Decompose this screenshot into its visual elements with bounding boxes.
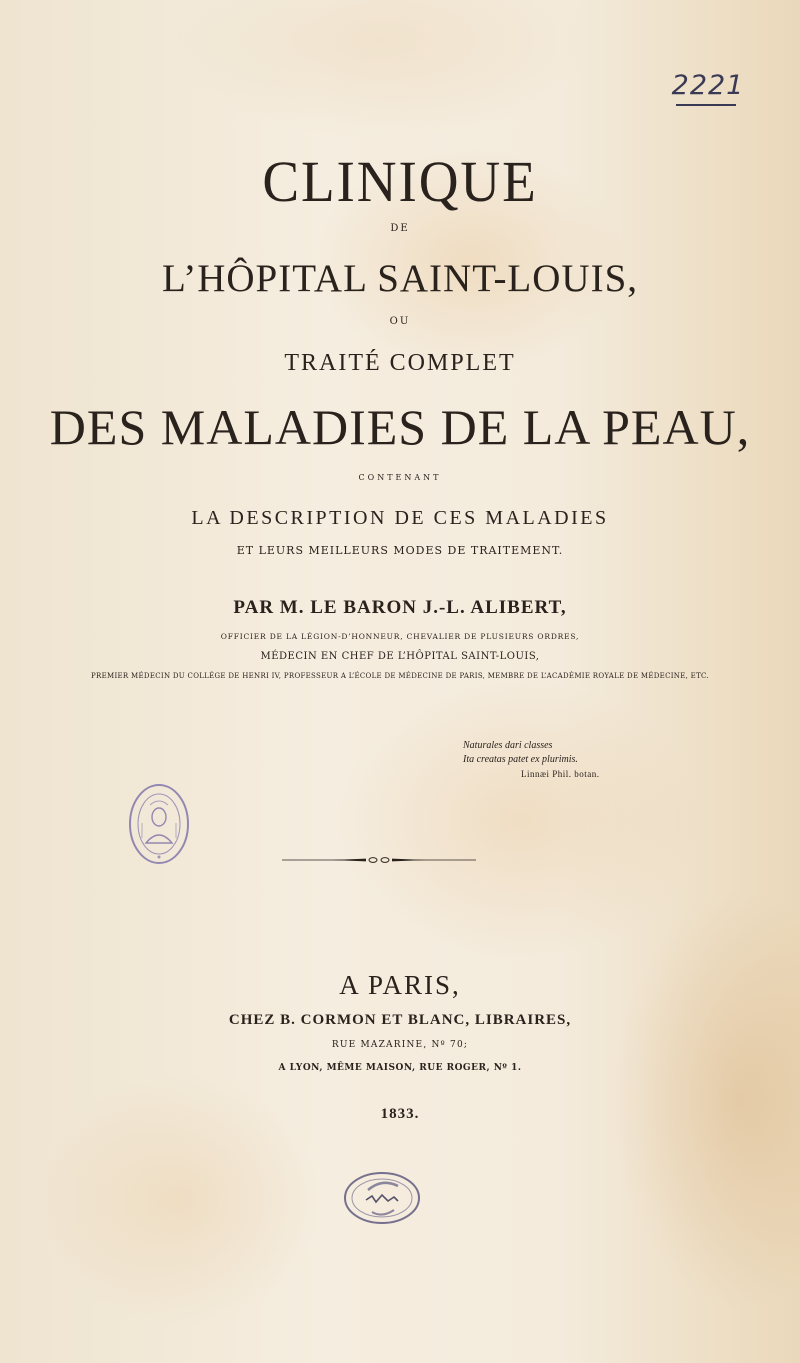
epigraph bbox=[463, 739, 600, 781]
title-traite: TRAITÉ COMPLET bbox=[284, 350, 516, 376]
modes-line: ET LEURS MEILLEURS MODES DE TRAITEMENT. bbox=[236, 544, 564, 557]
imprint-address: RUE MAZARINE, Nº 70; bbox=[331, 1040, 469, 1050]
epigraph-line-2: Ita creatas patet ex plurimis. bbox=[463, 754, 578, 765]
library-stamp-left bbox=[128, 783, 190, 865]
epigraph-line-1: Naturales dari classes bbox=[463, 740, 553, 751]
imprint-year: 1833. bbox=[380, 1106, 420, 1122]
epigraph-citation: Linnæi Phil. botan. bbox=[521, 769, 600, 779]
ornamental-rule bbox=[282, 853, 476, 867]
acquisition-stamp bbox=[342, 1170, 422, 1226]
description-line: LA DESCRIPTION DE CES MALADIES bbox=[191, 507, 609, 529]
title-main: CLINIQUE bbox=[262, 149, 538, 214]
title-hopital: L’HÔPITAL SAINT-LOUIS, bbox=[161, 257, 639, 300]
title-ou: OU bbox=[389, 316, 411, 327]
author-medecin: MÉDECIN EN CHEF DE L’HÔPITAL SAINT-LOUIS, bbox=[260, 651, 540, 662]
author-officier: OFFICIER DE LA LÉGION-D’HONNEUR, CHEVALIER DE PLUSIEURS ORDRES, bbox=[220, 632, 580, 641]
author-premier: PREMIER MÉDECIN DU COLLÉGE DE HENRI IV, PROFESSEUR A L’ÉCOLE DE MÉDECINE DE PARIS, MEMBRE DE L’ACADÉMIE ROYALE DE MÉDECINE, ETC. bbox=[91, 672, 709, 680]
imprint-lyon: A LYON, MÊME MAISON, RUE ROGER, Nº 1. bbox=[278, 1063, 522, 1073]
title-de: DE bbox=[390, 223, 410, 234]
contenant-label: CONTENANT bbox=[358, 473, 442, 482]
shelfmark-underline bbox=[676, 104, 736, 106]
imprint-city: A PARIS, bbox=[339, 970, 461, 1000]
title-maladies: DES MALADIES DE LA PEAU, bbox=[49, 399, 751, 455]
shelfmark-number: 2221 bbox=[671, 70, 745, 101]
imprint-publisher: CHEZ B. CORMON ET BLANC, LIBRAIRES, bbox=[228, 1012, 572, 1028]
author-name: PAR M. LE BARON J.-L. ALIBERT, bbox=[233, 597, 567, 618]
